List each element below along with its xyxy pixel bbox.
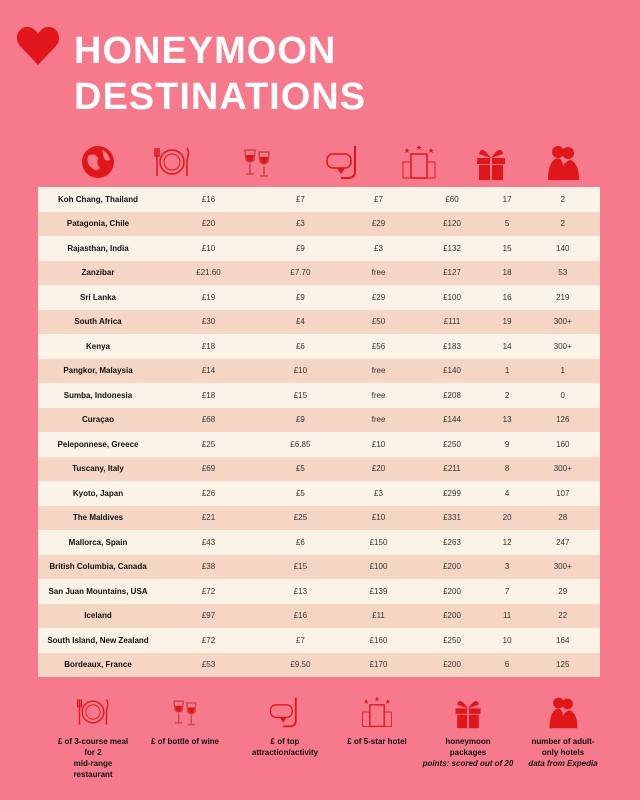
couple-icon	[543, 142, 583, 182]
column-header-gift-icon	[471, 142, 511, 182]
hotel-icon	[399, 142, 439, 182]
table-cell: £53	[201, 660, 216, 670]
table-cell: 9	[504, 439, 510, 449]
destination-name: Pangkor, Malaysia	[63, 366, 133, 376]
table-row	[38, 187, 600, 212]
plate-cutlery-icon	[75, 692, 111, 732]
legend-text: packages	[449, 748, 487, 757]
table-cell: free	[371, 366, 386, 376]
table-cell: 1	[504, 366, 510, 376]
table-cell: £50	[371, 317, 386, 327]
table-cell: £250	[443, 439, 461, 449]
table-row	[38, 506, 600, 531]
destination-name: Sri Lanka	[79, 292, 116, 302]
table-cell: £38	[201, 562, 216, 572]
table-cell: £9	[295, 292, 305, 302]
legend-text: only hotels	[541, 748, 585, 757]
table-cell: £10	[371, 513, 386, 523]
table-cell: £200	[443, 586, 461, 596]
table-cell: £6	[295, 537, 305, 547]
table-cell: 2	[504, 390, 510, 400]
table-cell: free	[371, 390, 386, 400]
table-cell: 15	[502, 243, 512, 253]
column-icons	[38, 142, 600, 184]
table-cell: £100	[443, 292, 461, 302]
legend-text: number of adult-	[531, 737, 595, 746]
table-cell: 22	[558, 611, 568, 621]
table-row	[38, 334, 600, 359]
destination-name: Mallorca, Spain	[68, 537, 128, 547]
couple-icon	[545, 692, 581, 732]
destination-name: Bordeaux, France	[64, 660, 132, 670]
legend-note: data from Expedia	[528, 759, 598, 768]
table-cell: £72	[201, 635, 216, 645]
table-cell: 164	[556, 635, 570, 645]
table-cell: 160	[556, 439, 570, 449]
table-row	[38, 310, 600, 335]
legend-text: £ of 3-course meal	[57, 737, 129, 746]
table-cell: £111	[443, 317, 461, 327]
table-cell: 7	[504, 586, 510, 596]
table-row	[38, 285, 600, 310]
table-cell: £3	[295, 219, 305, 229]
table-cell: £7	[295, 194, 305, 204]
table-row	[38, 653, 600, 678]
table-cell: £11	[372, 611, 385, 621]
table-row	[38, 604, 600, 629]
legend	[0, 692, 640, 792]
table-cell: 20	[502, 513, 512, 523]
destination-name: Sumba, Indonesia	[63, 390, 133, 400]
table-cell: £5	[295, 488, 305, 498]
legend-text: £ of bottle of wine	[151, 737, 219, 746]
destination-name: Curaçao	[81, 415, 114, 425]
destination-name: Patagonia, Chile	[66, 219, 130, 229]
table-cell: 300+	[553, 317, 572, 327]
table-cell: free	[371, 268, 386, 278]
table-row	[38, 359, 600, 384]
table-cell: £25	[201, 439, 216, 449]
legend-item	[130, 692, 240, 747]
table-cell: £3	[374, 243, 383, 253]
table-cell: 300+	[553, 341, 572, 351]
destination-name: Rajasthan, India	[67, 243, 129, 253]
legend-text: honeymoon	[445, 737, 491, 746]
table-cell: £5	[295, 464, 305, 474]
destination-name: British Columbia, Canada	[49, 562, 147, 572]
legend-item	[508, 692, 618, 769]
table-cell: £16	[293, 611, 308, 621]
table-cell: £331	[443, 513, 461, 523]
table-cell: 300+	[553, 562, 572, 572]
table-cell: £132	[443, 243, 461, 253]
table-row	[38, 261, 600, 286]
table-cell: £200	[443, 562, 461, 572]
gift-icon	[450, 692, 486, 732]
destination-name: San Juan Mountains, USA	[48, 586, 148, 596]
table-cell: £7	[295, 635, 305, 645]
destination-name: Koh Chang, Thailand	[58, 194, 138, 204]
table-cell: £21.60	[196, 268, 221, 278]
table-cell: £14	[201, 366, 216, 376]
table-cell: £4	[295, 317, 305, 327]
table-cell: 4	[504, 488, 510, 498]
column-header-couple-icon	[543, 142, 583, 182]
table-cell: £9.50	[290, 660, 311, 670]
table-cell: £170	[369, 660, 388, 670]
table-row	[38, 212, 600, 237]
snorkel-mask-icon	[323, 142, 363, 182]
page-title	[74, 28, 366, 120]
table-cell: 8	[504, 464, 510, 474]
legend-text: for 2	[84, 748, 102, 757]
table-cell: 12	[502, 537, 512, 547]
table-cell: 3	[504, 562, 510, 572]
table-cell: 125	[556, 660, 570, 670]
table-cell: £10	[293, 366, 308, 376]
table-cell: £18	[201, 341, 216, 351]
table-cell: free	[371, 415, 386, 425]
table-cell: 107	[556, 488, 570, 498]
table-cell: 14	[502, 341, 512, 351]
table-cell: 19	[502, 317, 512, 327]
table-cell: £7	[374, 194, 383, 204]
title-line-2: DESTINATIONS	[74, 76, 367, 118]
table-cell: £16	[201, 194, 216, 204]
column-header-globe-icon	[78, 142, 118, 182]
table-row	[38, 530, 600, 555]
globe-icon	[78, 142, 118, 182]
table-cell: 0	[560, 390, 565, 400]
table-cell: £29	[371, 219, 386, 229]
table-cell: £15	[293, 390, 308, 400]
destination-name: Kenya	[85, 341, 110, 351]
table-row	[38, 432, 600, 457]
table-cell: 2	[560, 219, 565, 229]
table-cell: 53	[558, 268, 568, 278]
table-cell: 219	[556, 292, 570, 302]
table-cell: £9	[295, 243, 305, 253]
table-cell: £69	[201, 464, 216, 474]
table-cell: £20	[371, 464, 386, 474]
table-cell: £18	[201, 390, 216, 400]
table-cell: £43	[201, 537, 216, 547]
table-cell: £6	[295, 341, 305, 351]
table-cell: 29	[558, 586, 568, 596]
table-cell: 140	[556, 243, 570, 253]
table-cell: £200	[443, 611, 461, 621]
table-cell: £150	[369, 537, 388, 547]
table-cell: 11	[502, 611, 512, 621]
table-cell: £56	[371, 341, 386, 351]
destination-name: Kyoto, Japan	[72, 488, 124, 498]
table-cell: £9	[295, 415, 305, 425]
table-cell: 13	[502, 415, 512, 425]
table-cell: 247	[556, 537, 570, 547]
table-cell: £299	[443, 488, 461, 498]
table-cell: £144	[443, 415, 461, 425]
table-cell: 6	[504, 660, 510, 670]
legend-text: £ of top	[270, 737, 300, 746]
table-row	[38, 383, 600, 408]
legend-text: £ of 5-star hotel	[347, 737, 407, 746]
destination-name: Tuscany, Italy	[72, 464, 124, 474]
table-row	[38, 457, 600, 482]
destinations-table	[38, 187, 600, 677]
table-cell: 1	[560, 366, 565, 376]
table-cell: £26	[201, 488, 216, 498]
wine-glasses-icon	[237, 142, 277, 182]
table-row	[38, 408, 600, 433]
table-row	[38, 481, 600, 506]
table-cell: £3	[374, 488, 383, 498]
table-cell: £120	[443, 219, 461, 229]
table-cell: £211	[443, 464, 461, 474]
table-cell: £10	[371, 439, 386, 449]
table-cell: £6.85	[290, 439, 311, 449]
legend-item	[413, 692, 523, 769]
gift-icon	[471, 142, 511, 182]
table-cell: £183	[443, 341, 461, 351]
table-cell: 18	[502, 268, 512, 278]
table-cell: £127	[443, 268, 461, 278]
legend-text: restaurant	[73, 770, 113, 779]
column-header-snorkel-mask-icon	[323, 142, 363, 182]
table-row	[38, 555, 600, 580]
table-cell: £200	[443, 660, 461, 670]
table-cell: 28	[558, 513, 568, 523]
table-cell: 16	[502, 292, 512, 302]
table-cell: £21	[201, 513, 216, 523]
table-cell: 10	[502, 635, 512, 645]
destination-name: South Island, New Zealand	[47, 635, 149, 645]
plate-cutlery-icon	[152, 142, 192, 182]
table-row	[38, 579, 600, 604]
table-cell: 300+	[553, 464, 572, 474]
table-cell: £19	[201, 292, 216, 302]
wine-glasses-icon	[167, 692, 203, 732]
table-cell: £68	[201, 415, 216, 425]
column-header-plate-cutlery-icon	[152, 142, 192, 182]
table-cell: £10	[201, 243, 216, 253]
column-header-hotel-icon	[399, 142, 439, 182]
destination-name: Iceland	[84, 611, 112, 621]
table-cell: £160	[369, 635, 388, 645]
destination-name: The Maldives	[72, 513, 124, 523]
table-row	[38, 628, 600, 653]
heart-icon	[16, 26, 60, 66]
table-cell: £15	[293, 562, 308, 572]
table-cell: £139	[369, 586, 388, 596]
legend-text: mid-range	[73, 759, 113, 768]
destination-name: Peleponnese, Greece	[57, 439, 139, 449]
table-cell: £7.70	[290, 268, 311, 278]
table-cell: £100	[369, 562, 388, 572]
legend-note: points: scored out of 20	[422, 759, 514, 768]
table-cell: £140	[443, 366, 461, 376]
table-cell: £263	[443, 537, 461, 547]
table-cell: £25	[293, 513, 308, 523]
table-cell: 2	[560, 194, 565, 204]
table-cell: £13	[293, 586, 308, 596]
destination-name: South Africa	[74, 317, 122, 327]
hotel-icon	[359, 692, 395, 732]
destination-name: Zanzibar	[81, 268, 115, 278]
table-cell: £30	[201, 317, 216, 327]
table-cell: £208	[443, 390, 461, 400]
table-cell: £29	[371, 292, 386, 302]
column-header-wine-glasses-icon	[237, 142, 277, 182]
snorkel-mask-icon	[267, 692, 303, 732]
title-line-1: HONEYMOON	[74, 30, 337, 72]
table-cell: £60	[445, 194, 459, 204]
table-cell: 17	[502, 194, 512, 204]
table-row	[38, 236, 600, 261]
table-cell: 126	[556, 415, 570, 425]
table-cell: £97	[201, 611, 216, 621]
table-cell: 5	[504, 219, 510, 229]
table-cell: £250	[443, 635, 461, 645]
table-cell: £72	[201, 586, 216, 596]
table-cell: £20	[201, 219, 216, 229]
legend-text: attraction/activity	[251, 748, 319, 757]
